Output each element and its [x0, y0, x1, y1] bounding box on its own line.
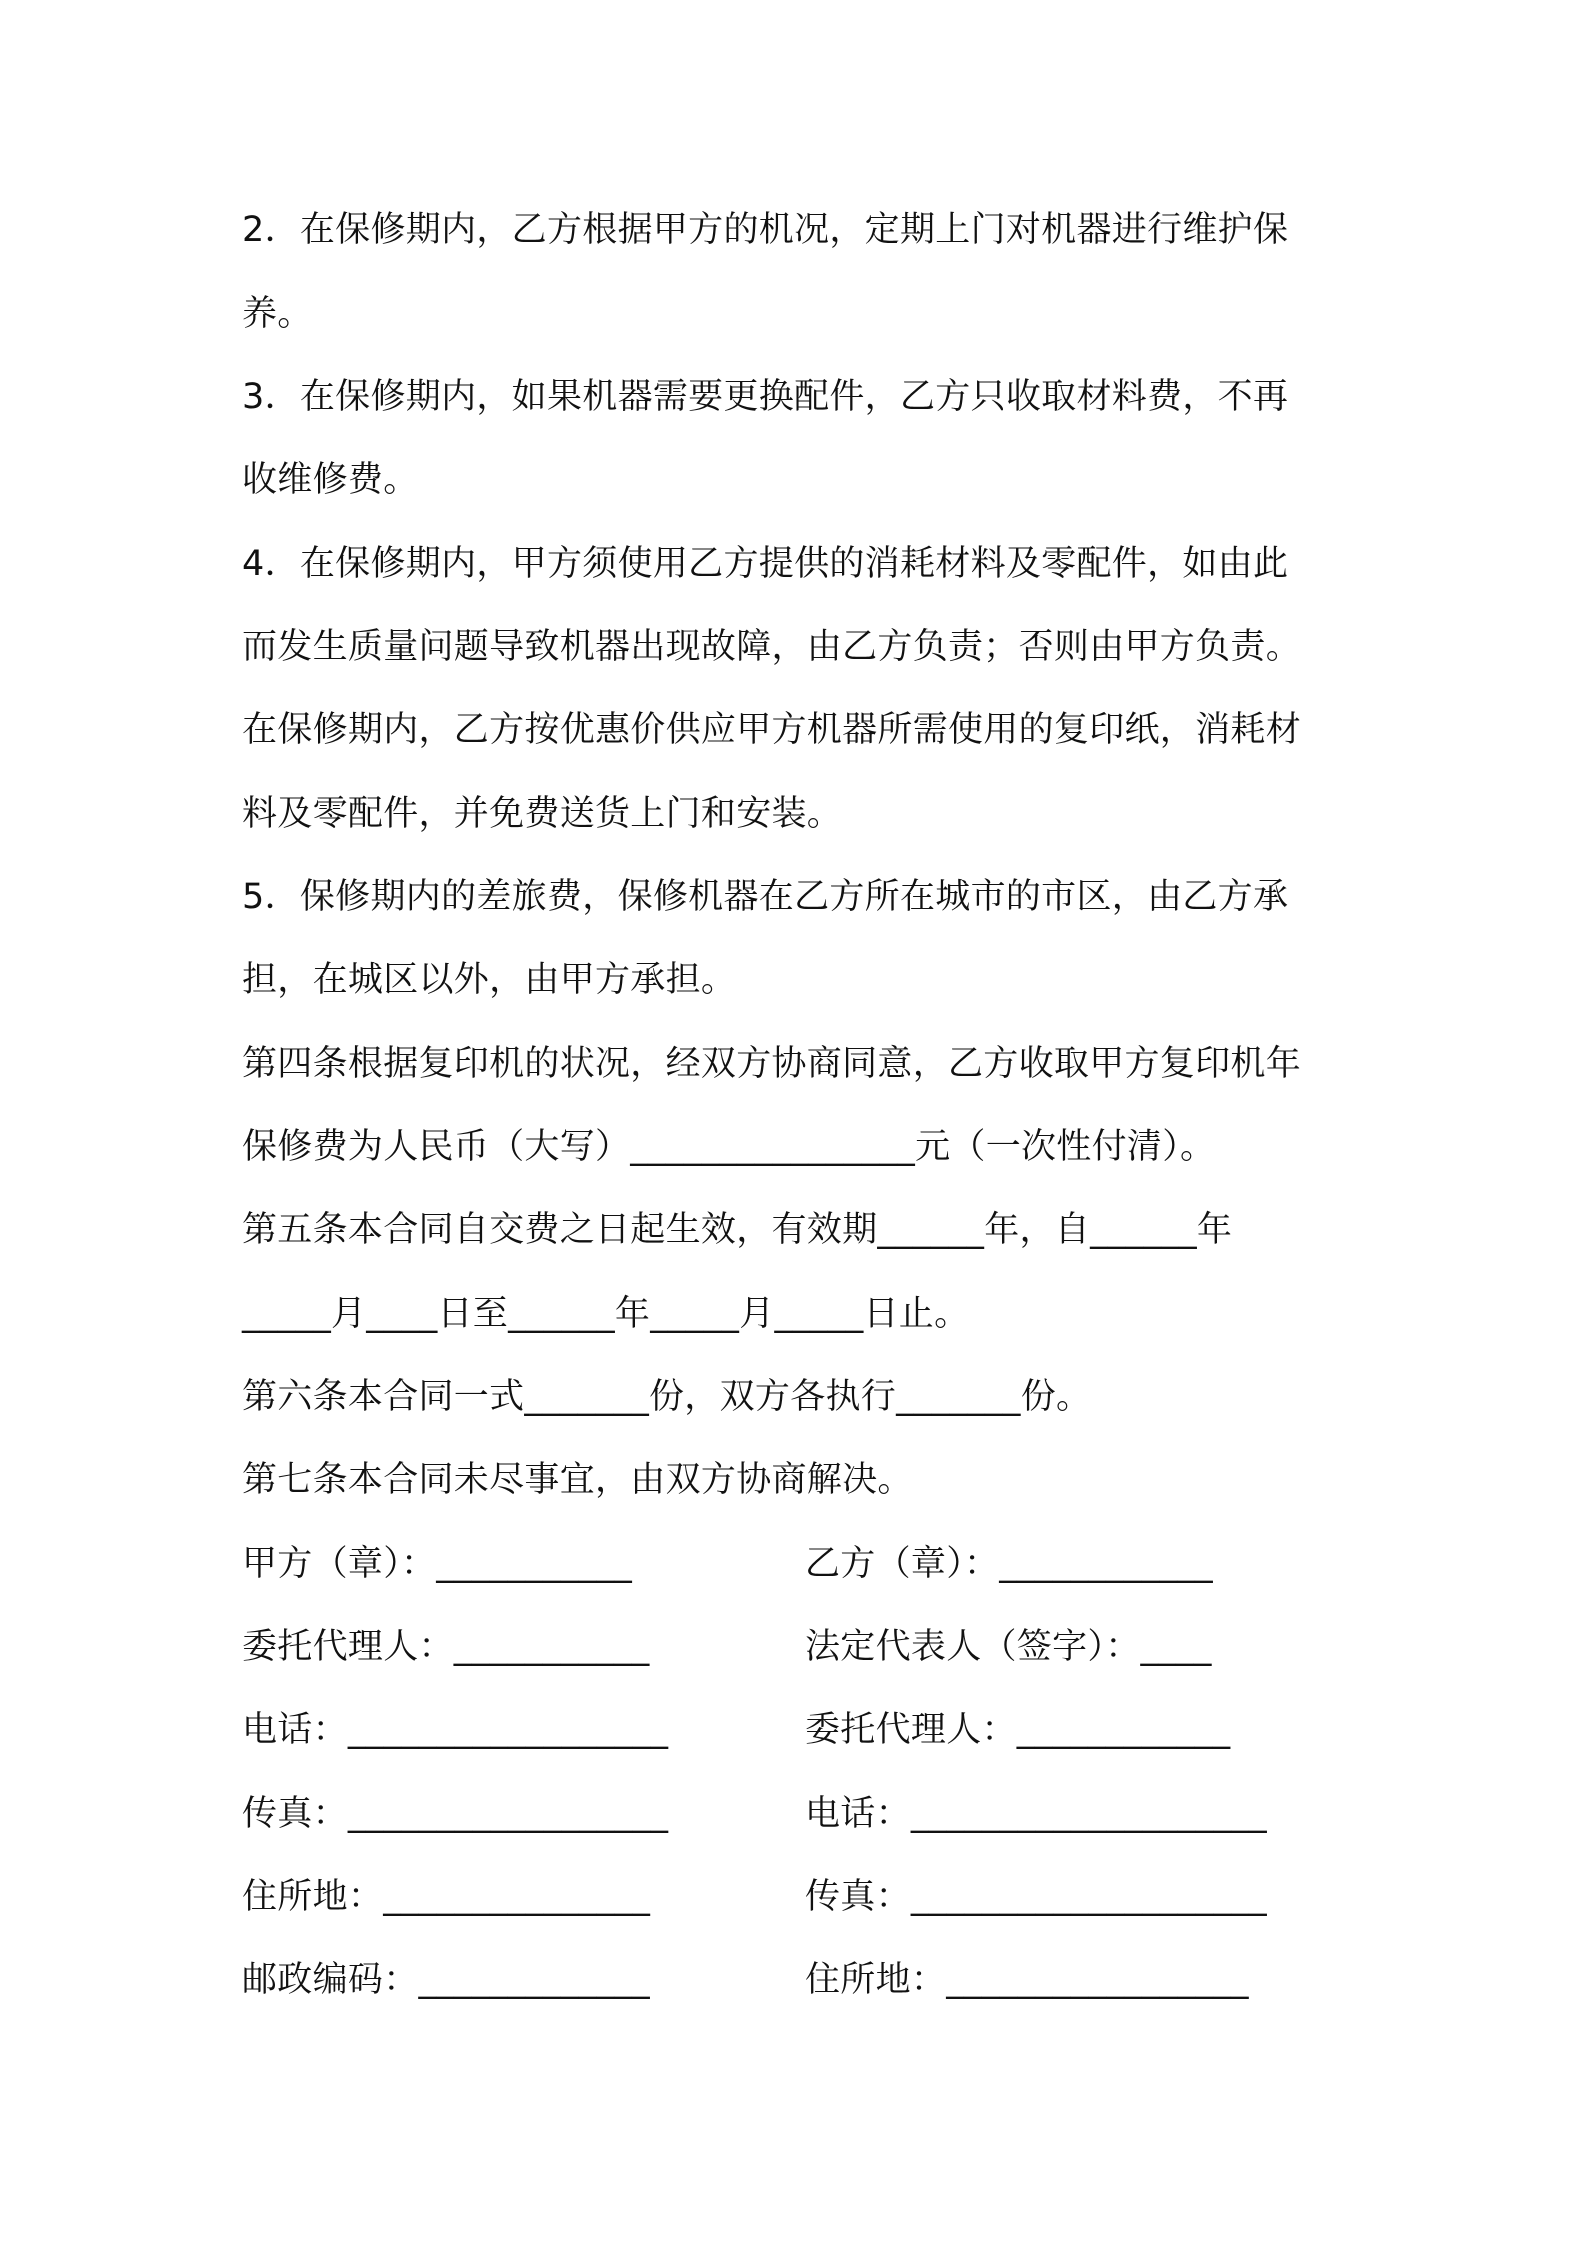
article-4-line-1: 第四条根据复印机的状况，经双方协商同意，乙方收取甲方复印机年 — [242, 1044, 1302, 1084]
article-7-line: 第七条本合同未尽事宜，由双方协商解决。 — [242, 1460, 913, 1500]
clause-5-line-2: 担，在城区以外，由甲方承担。 — [242, 960, 737, 1000]
party-a-agent-field: 委托代理人：___________ — [242, 1627, 650, 1667]
party-b-legal-rep-field: 法定代表人（签字）：____ — [805, 1627, 1212, 1667]
article-6-line: 第六条本合同一式_______份，双方各执行_______份。 — [242, 1377, 1092, 1417]
party-b-phone-field: 电话：____________________ — [805, 1794, 1267, 1834]
party-a-fax-field: 传真：__________________ — [242, 1794, 669, 1834]
article-5-line-1: 第五条本合同自交费之日起生效，有效期______年，自______年 — [242, 1210, 1233, 1250]
article-4-line-2: 保修费为人民币（大写）________________元（一次性付清）。 — [242, 1127, 1216, 1167]
party-a-address-field: 住所地：_______________ — [242, 1877, 651, 1917]
clause-2-line-1: 2．在保修期内，乙方根据甲方的机况，定期上门对机器进行维护保 — [242, 210, 1289, 250]
party-b-seal-field: 乙方（章）：____________ — [805, 1544, 1213, 1584]
clause-5-line-1: 5．保修期内的差旅费，保修机器在乙方所在城市的市区，由乙方承 — [242, 877, 1289, 917]
clause-2-line-2: 养。 — [242, 294, 313, 334]
article-5-line-2: _____月____日至______年_____月_____日止。 — [242, 1294, 970, 1334]
party-a-postcode-field: 邮政编码：_____________ — [242, 1960, 650, 2000]
party-a-phone-field: 电话：__________________ — [242, 1710, 669, 1750]
party-b-address-field: 住所地：_________________ — [805, 1960, 1249, 2000]
party-b-agent-field: 委托代理人：____________ — [805, 1710, 1231, 1750]
clause-4-line-4: 料及零配件，并免费送货上门和安装。 — [242, 794, 843, 834]
clause-4-line-2: 而发生质量问题导致机器出现故障，由乙方负责；否则由甲方负责。 — [242, 627, 1302, 667]
party-a-seal-field: 甲方（章）：___________ — [242, 1544, 633, 1584]
clause-3-line-2: 收维修费。 — [242, 460, 419, 500]
clause-4-line-1: 4．在保修期内，甲方须使用乙方提供的消耗材料及零配件，如由此 — [242, 544, 1289, 584]
clause-4-line-3: 在保修期内，乙方按优惠价供应甲方机器所需使用的复印纸，消耗材 — [242, 710, 1302, 750]
party-b-fax-field: 传真：____________________ — [805, 1877, 1267, 1917]
clause-3-line-1: 3．在保修期内，如果机器需要更换配件，乙方只收取材料费，不再 — [242, 377, 1289, 417]
